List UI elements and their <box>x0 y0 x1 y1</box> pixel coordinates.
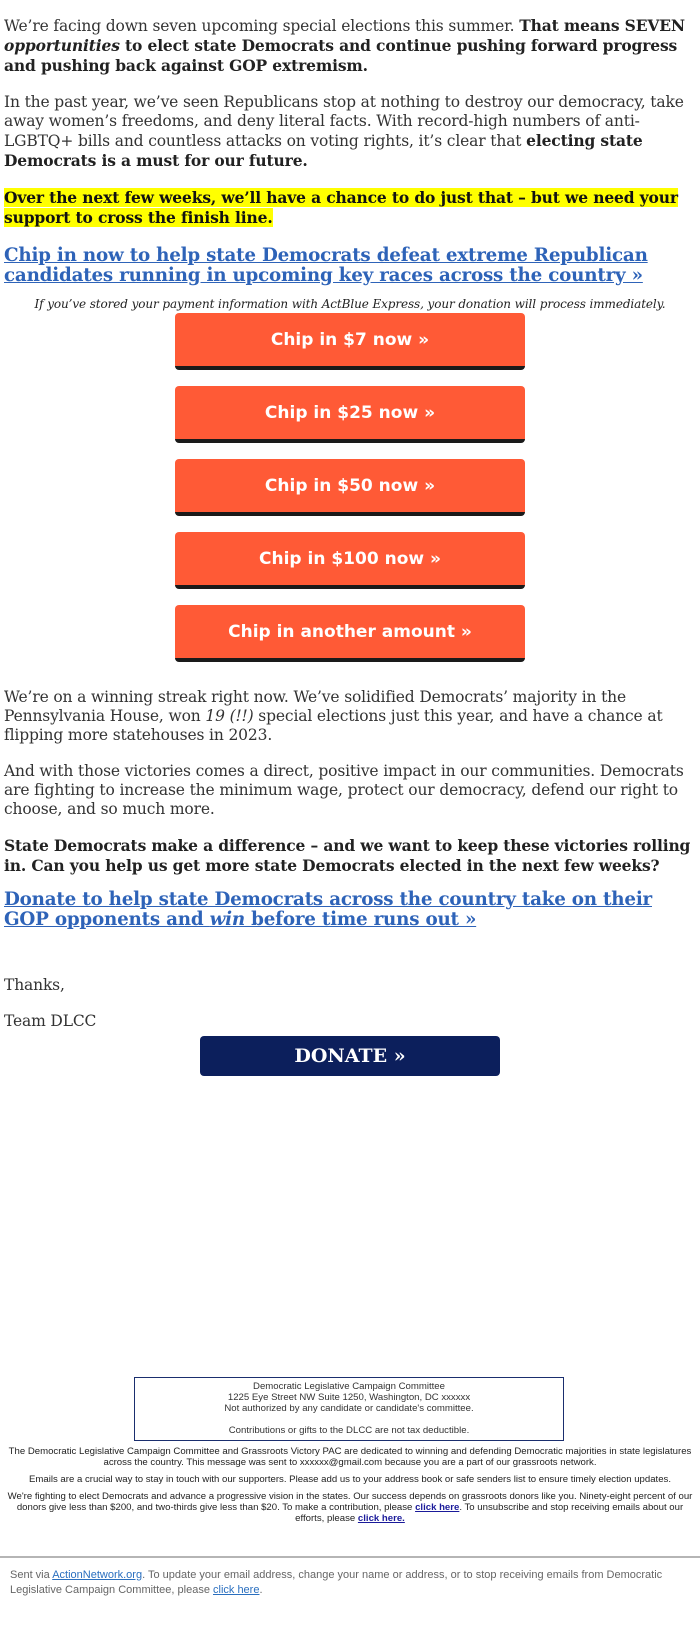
sent-via-footer <box>10 1568 690 1597</box>
chip-in-7-button[interactable]: Chip in $7 now » <box>175 313 525 370</box>
donate-link-2-text-2: before time runs out » <box>244 909 477 930</box>
donate-link-2-italic: win <box>209 909 245 930</box>
authorization-note: Not authorized by any candidate or candidate's committee. <box>224 1403 474 1414</box>
chip-in-100-button[interactable]: Chip in $100 now » <box>175 532 525 589</box>
body-text-2: special elections just this year, and have a chance at flipping more statehouses in 2023. <box>4 707 663 744</box>
intro-bold-text-2: to elect state Democrats and continue pushing forward progress and pushing back against GOP extremism. <box>4 36 678 75</box>
donate-link-paragraph <box>4 890 696 930</box>
tax-note: Contributions or gifts to the DLCC are not tax deductible. <box>228 1425 470 1436</box>
intro-section <box>4 16 696 314</box>
contribute-link[interactable]: click here <box>415 1502 460 1513</box>
footer-paragraph-1: The Democratic Legislative Campaign Committee and Grassroots Victory PAC are dedicated to winning and defending Democratic majorities in state legislatures across the country. This message was sent to xxxxxx@gmail.com because you are a part of our grassroots network. <box>8 1446 692 1468</box>
donate-link-2[interactable] <box>4 889 652 930</box>
chip-in-buttons <box>175 313 525 678</box>
headline-link-paragraph <box>4 246 696 286</box>
sent-text-3: . <box>259 1583 263 1596</box>
chip-in-other-button[interactable]: Chip in another amount » <box>175 605 525 662</box>
body-text: We’re on a winning streak right now. We’ve solidified Democrats’ majority in the Pennsylvania House, won <box>4 688 627 725</box>
thanks-text: Thanks, <box>4 976 65 994</box>
chip-in-50-button[interactable]: Chip in $50 now » <box>175 459 525 516</box>
intro-bold-text: That means SEVEN <box>519 16 685 35</box>
actionnetwork-link[interactable]: ActionNetwork.org <box>52 1569 143 1581</box>
body-paragraph-1 <box>4 688 696 745</box>
sent-text-2: . To update your email address, change your name or address, or to stop receiving emails from Democratic Legislative Campaign Committee, please <box>10 1569 663 1596</box>
body-bold: State Democrats make a difference – and we want to keep these victories rolling in. Can you help us get more state Democrats elected in the next few weeks? <box>4 836 691 875</box>
intro-text: We’re facing down seven upcoming special elections this summer. <box>4 17 520 35</box>
body-paragraph-2: And with those victories comes a direct, positive impact in our communities. Democrats are fighting to increase the minimum wage, protect our democracy, defend our right to choose, and so much more. <box>4 762 684 818</box>
footer <box>6 1446 694 1530</box>
highlighted-text: Over the next few weeks, we’ll have a chance to do just that – but we need your support to cross the finish line. <box>4 188 678 227</box>
actblue-note: If you’ve stored your payment information with ActBlue Express, your donation will process immediately. <box>34 297 666 311</box>
footer-text-2: . To unsubscribe and stop receiving emails about our efforts, please <box>295 1502 684 1524</box>
donate-button[interactable]: DONATE » <box>200 1036 500 1076</box>
body-section <box>4 688 696 1048</box>
chip-in-25-button[interactable]: Chip in $25 now » <box>175 386 525 443</box>
donate-link-2-text: Donate to help state Democrats across the country take on their GOP opponents and <box>4 889 652 930</box>
divider <box>0 1556 700 1558</box>
intro-paragraph-2 <box>4 93 696 171</box>
intro-p2-text: In the past year, we’ve seen Republicans stop at nothing to destroy our democracy, take away women’s freedoms, and deny literal facts. With record-high numbers of anti-LGBTQ+ bills and countless attacks on voting rights, it’s clear that <box>4 93 684 150</box>
body-paragraph-3 <box>4 836 696 876</box>
intro-paragraph-3 <box>4 188 696 228</box>
footer-text: We're fighting to elect Democrats and advance a progressive vision in the states. Our success depends on grassroots donors like you. Ninety-eight percent of our donors give less than $200, and two-thirds give less than $20. To make a contribution, please <box>7 1491 693 1513</box>
org-address: 1225 Eye Street NW Suite 1250, Washington, DC xxxxxx <box>227 1392 471 1403</box>
unsubscribe-link[interactable]: click here. <box>357 1513 405 1524</box>
intro-paragraph-1 <box>4 16 696 76</box>
intro-p2-bold: electing state Democrats is a must for our future. <box>4 131 643 170</box>
sent-text: Sent via <box>10 1569 53 1581</box>
update-preferences-link[interactable]: click here <box>213 1583 260 1596</box>
footer-paragraph-3 <box>6 1491 694 1524</box>
org-name: Democratic Legislative Campaign Committee <box>253 1381 445 1392</box>
donate-link-1[interactable]: Chip in now to help state Democrats defeat extreme Republican candidates running in upcoming key races across the country » <box>4 245 648 286</box>
intro-italic-text: opportunities <box>4 36 120 55</box>
address-box <box>134 1377 564 1441</box>
footer-paragraph-2: Emails are a crucial way to stay in touch with our supporters. Please add us to your address book or safe senders list to ensure timely election updates. <box>28 1474 672 1485</box>
body-italic: 19 (!!) <box>205 707 254 725</box>
signature: Team DLCC <box>4 1012 97 1030</box>
